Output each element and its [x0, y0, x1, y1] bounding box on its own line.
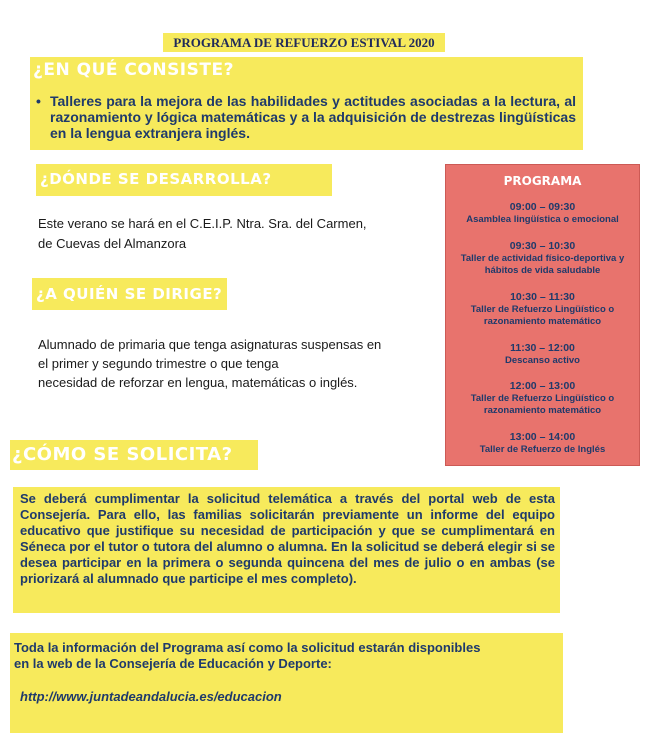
schedule-slot	[446, 240, 639, 277]
document-title: PROGRAMA DE REFUERZO ESTIVAL 2020	[163, 33, 445, 52]
section-consiste-heading: ¿EN QUÉ CONSISTE?	[33, 60, 234, 80]
slot-activity: razonamiento matemático	[483, 316, 602, 327]
section-consiste-body	[36, 93, 576, 141]
section-donde-line: de Cuevas del Almanzora	[38, 236, 187, 251]
programa-schedule-box	[445, 164, 640, 466]
section-consiste-text: Talleres para la mejora de las habilidades y actitudes asociadas a la lectura, al razonamiento y lógica matemáticas y a la adquisición de destrezas lingüísticas en la lengua extranjera inglés.	[50, 93, 576, 141]
schedule-slot	[446, 431, 639, 456]
slot-activity: Taller de Refuerzo Lingüístico o	[470, 393, 615, 404]
info-url-link[interactable]: http://www.juntadeandalucia.es/educacion	[20, 689, 282, 704]
section-solicita-heading: ¿CÓMO SE SOLICITA?	[12, 444, 233, 465]
slot-activity: hábitos de vida saludable	[484, 265, 601, 276]
slot-time: 09:00 – 09:30	[509, 201, 576, 213]
section-quien-line: necesidad de reforzar en lengua, matemáticas o inglés.	[38, 375, 358, 390]
schedule-slot	[446, 342, 639, 367]
schedule-slot	[446, 380, 639, 417]
slot-time: 09:30 – 10:30	[509, 240, 576, 252]
slot-activity: Taller de Refuerzo de Inglés	[479, 444, 606, 455]
section-donde-line: Este verano se hará en el C.E.I.P. Ntra. Sra. del Carmen,	[38, 216, 367, 231]
slot-time: 11:30 – 12:00	[510, 342, 575, 354]
section-quien-line: Alumnado de primaria que tenga asignaturas suspensas en	[38, 337, 382, 352]
section-quien-heading: ¿A QUIÉN SE DIRIGE?	[36, 285, 223, 303]
section-donde-heading: ¿DÓNDE SE DESARROLLA?	[40, 170, 272, 188]
slot-activity: Descanso activo	[505, 355, 580, 366]
slot-activity: razonamiento matemático	[483, 405, 602, 416]
slot-activity: Taller de Refuerzo Lingüístico o	[470, 304, 615, 315]
slot-time: 13:00 – 14:00	[509, 431, 576, 443]
section-quien-line: el primer y segundo trimestre o que tenga	[38, 356, 279, 371]
bullet-icon: •	[36, 93, 41, 109]
section-quien-body	[38, 335, 438, 392]
slot-activity: Taller de actividad físico-deportiva y	[460, 253, 625, 264]
section-solicita-body: Se deberá cumplimentar la solicitud telemática a través del portal web de esta Consejería. Para ello, las familias solicitarán previamente un informe del equipo educativo que justifique su necesidad de participación y que se cumplimentará en Séneca por el tutor o tutora del alumno o alumna. En la solicitud se deberá elegir si se desea participar en la primera o segunda quincena del mes de julio o en ambas (se priorizará al alumnado que participe el mes completo).	[20, 491, 555, 586]
slot-activity: Asamblea lingüística o emocional	[466, 214, 619, 225]
slot-time: 10:30 – 11:30	[510, 291, 575, 303]
schedule-slot	[446, 201, 639, 226]
programa-title: PROGRAMA	[503, 174, 582, 188]
schedule-slot	[446, 291, 639, 328]
section-donde-body	[38, 214, 418, 254]
slot-time: 12:00 – 13:00	[509, 380, 576, 392]
info-text	[14, 640, 559, 672]
info-line: en la web de la Consejería de Educación y Deporte:	[14, 656, 332, 671]
info-line: Toda la información del Programa así como la solicitud estarán disponibles	[14, 640, 481, 655]
